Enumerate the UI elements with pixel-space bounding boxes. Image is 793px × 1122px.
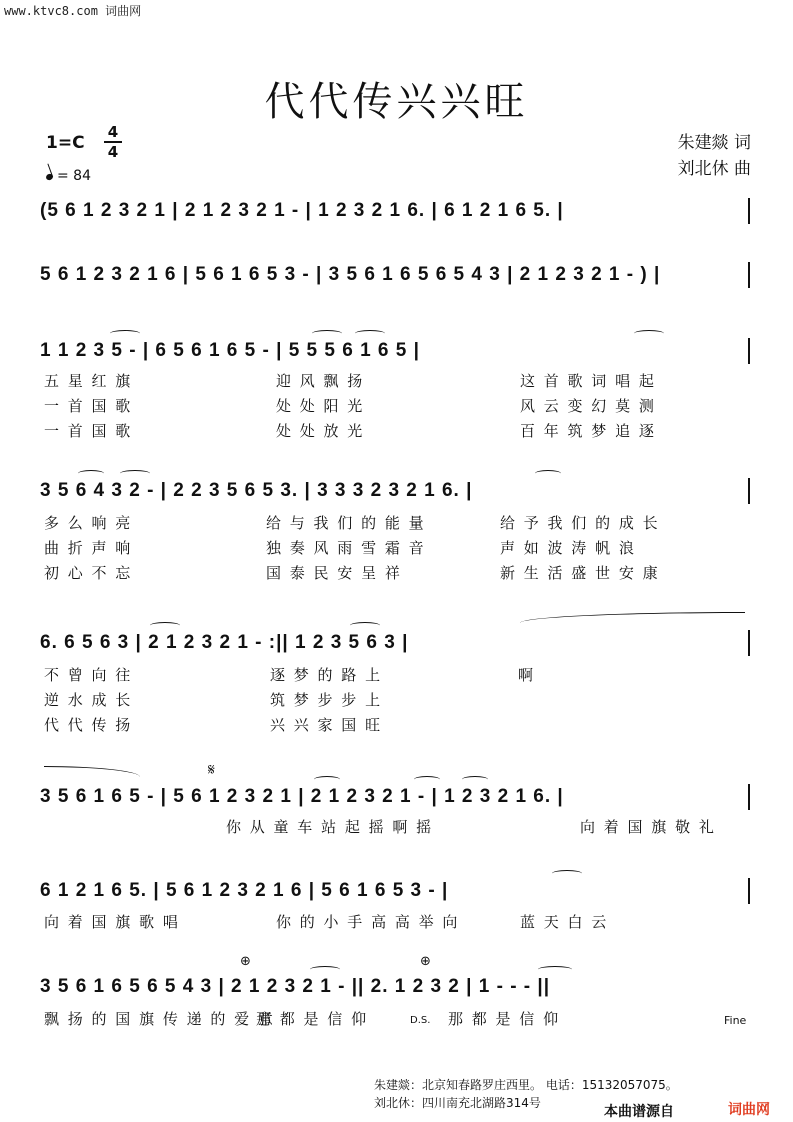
lyric-s7-a: 向 着 国 旗 歌 唱 <box>44 913 180 931</box>
volta-slur <box>44 766 140 777</box>
lyric-s3-v3-b: 处 处 放 光 <box>276 422 365 440</box>
slur <box>310 966 340 973</box>
lyricist-credit: 朱建燚 词 <box>677 133 751 153</box>
barline <box>748 338 750 364</box>
lyric-s4-v1-c: 给 予 我 们 的 成 长 <box>500 514 660 532</box>
site-logo: 词曲网 <box>728 1102 770 1118</box>
lyric-s3-v3-c: 百 年 筑 梦 追 逐 <box>520 422 656 440</box>
lyric-s8-b: 那 都 是 信 仰 <box>256 1010 369 1028</box>
lyric-s4-v2-c: 声 如 波 涛 帆 浪 <box>500 539 636 557</box>
lyric-s5-v1-b: 逐 梦 的 路 上 <box>270 666 383 684</box>
fine-mark: Fine <box>724 1014 747 1027</box>
lyric-s4-v1-a: 多 么 响 亮 <box>44 514 133 532</box>
lyric-s3-v1-b: 迎 风 飘 扬 <box>276 372 365 390</box>
slur <box>78 470 104 477</box>
lyric-s5-v1-a: 不 曾 向 往 <box>44 666 133 684</box>
lyric-s6-b: 向 着 国 旗 敬 礼 <box>580 818 716 836</box>
footer-contact-2: 刘北休：四川南充北湖路314号 <box>374 1096 541 1110</box>
music-line-5: 6. 6 5 6 3 | 2 1 2 3 2 1 - :|| 1 2 3 5 6 3 | <box>40 632 409 653</box>
lyric-s3-v2-c: 风 云 变 幻 莫 测 <box>520 397 656 415</box>
time-top: 4 <box>107 123 119 141</box>
footer-source: 本曲谱源自 <box>604 1104 674 1120</box>
music-line-1: (5 6 1 2 3 2 1 | 2 1 2 3 2 1 - | 1 2 3 2 1 6. | 6 1 2 1 6 5. | <box>40 200 564 221</box>
lyric-s4-v2-a: 曲 折 声 响 <box>44 539 133 557</box>
composer-credit: 刘北休 曲 <box>677 159 751 179</box>
lyric-s4-v1-b: 给 与 我 们 的 能 量 <box>266 514 426 532</box>
music-line-3: 1 1 2 3 5 - | 6 5 6 1 6 5 - | 5 5 5 6 1 6 5 | <box>40 340 420 361</box>
lyric-s3-v1-a: 五 星 红 旗 <box>44 372 133 390</box>
lyric-s4-v2-b: 独 奏 风 雨 雪 霜 音 <box>266 539 426 557</box>
music-line-8: 3 5 6 1 6 5 6 5 4 3 | 2 1 2 3 2 1 - || 2. 1 2 3 2 | 1 - - - || <box>40 976 551 997</box>
slur <box>552 870 582 877</box>
key-signature: 1=C <box>46 133 85 153</box>
barline <box>748 262 750 288</box>
slur <box>150 622 180 629</box>
coda-icon: ⊕ <box>240 954 251 969</box>
slur <box>350 622 380 629</box>
lyric-s5-v1-c: 啊 <box>518 666 536 684</box>
lyric-s8-a: 飘 扬 的 国 旗 传 递 的 爱 意 <box>44 1010 275 1028</box>
segno-icon: 𝄋 <box>208 760 215 779</box>
lyric-s5-v3-a: 代 代 传 扬 <box>44 716 133 734</box>
music-line-6: 3 5 6 1 6 5 - | 5 6 1 2 3 2 1 | 2 1 2 3 2 1 - | 1 2 3 2 1 6. | <box>40 786 564 807</box>
quarter-note-icon <box>45 173 54 181</box>
slur <box>535 470 561 477</box>
barline <box>748 478 750 504</box>
page-title: 代代传兴兴旺 <box>264 79 529 125</box>
lyric-s4-v3-c: 新 生 活 盛 世 安 康 <box>500 564 660 582</box>
lyric-s3-v1-c: 这 首 歌 词 唱 起 <box>520 372 656 390</box>
ds-mark: D.S. <box>410 1015 431 1026</box>
lyric-s5-v2-b: 筑 梦 步 步 上 <box>270 691 383 709</box>
lyric-s3-v2-b: 处 处 阳 光 <box>276 397 365 415</box>
lyric-s4-v3-b: 国 泰 民 安 呈 祥 <box>266 564 402 582</box>
slur <box>110 330 140 337</box>
lyric-s3-v2-a: 一 首 国 歌 <box>44 397 133 415</box>
slur <box>120 470 150 477</box>
music-line-7: 6 1 2 1 6 5. | 5 6 1 2 3 2 1 6 | 5 6 1 6 5 3 - | <box>40 880 449 901</box>
barline <box>748 630 750 656</box>
lyric-s7-c: 蓝 天 白 云 <box>520 913 609 931</box>
slur <box>312 330 342 337</box>
tempo-value: = 84 <box>57 168 91 184</box>
lyric-s7-b: 你 的 小 手 高 高 举 向 <box>276 913 460 931</box>
music-line-2: 5 6 1 2 3 2 1 6 | 5 6 1 6 5 3 - | 3 5 6 1 6 5 6 5 4 3 | 2 1 2 3 2 1 - ) | <box>40 264 661 285</box>
music-line-4: 3 5 6 4 3 2 - | 2 2 3 5 6 5 3. | 3 3 3 2 3 2 1 6. | <box>40 480 473 501</box>
volta-slur <box>520 612 745 623</box>
barline <box>748 878 750 904</box>
slur <box>538 966 572 973</box>
time-signature <box>104 124 122 160</box>
lyric-s5-v3-b: 兴 兴 家 国 旺 <box>270 716 383 734</box>
slur <box>462 776 488 783</box>
lyric-s8-c: 那 都 是 信 仰 <box>448 1010 561 1028</box>
lyric-s4-v3-a: 初 心 不 忘 <box>44 564 133 582</box>
time-bottom: 4 <box>107 143 119 161</box>
coda-icon: ⊕ <box>420 954 431 969</box>
slur <box>314 776 340 783</box>
slur <box>634 330 664 337</box>
lyric-s3-v3-a: 一 首 国 歌 <box>44 422 133 440</box>
barline <box>748 784 750 810</box>
barline <box>748 198 750 224</box>
footer-contact-1: 朱建燚：北京知春路罗庄西里。 电话：15132057075。 <box>374 1078 678 1092</box>
slur <box>355 330 385 337</box>
lyric-s5-v2-a: 逆 水 成 长 <box>44 691 133 709</box>
slur <box>414 776 440 783</box>
watermark: www.ktvc8.com 词曲网 <box>4 4 142 18</box>
tempo-marking <box>46 168 91 184</box>
lyric-s6-a: 你 从 童 车 站 起 摇 啊 摇 <box>226 818 434 836</box>
